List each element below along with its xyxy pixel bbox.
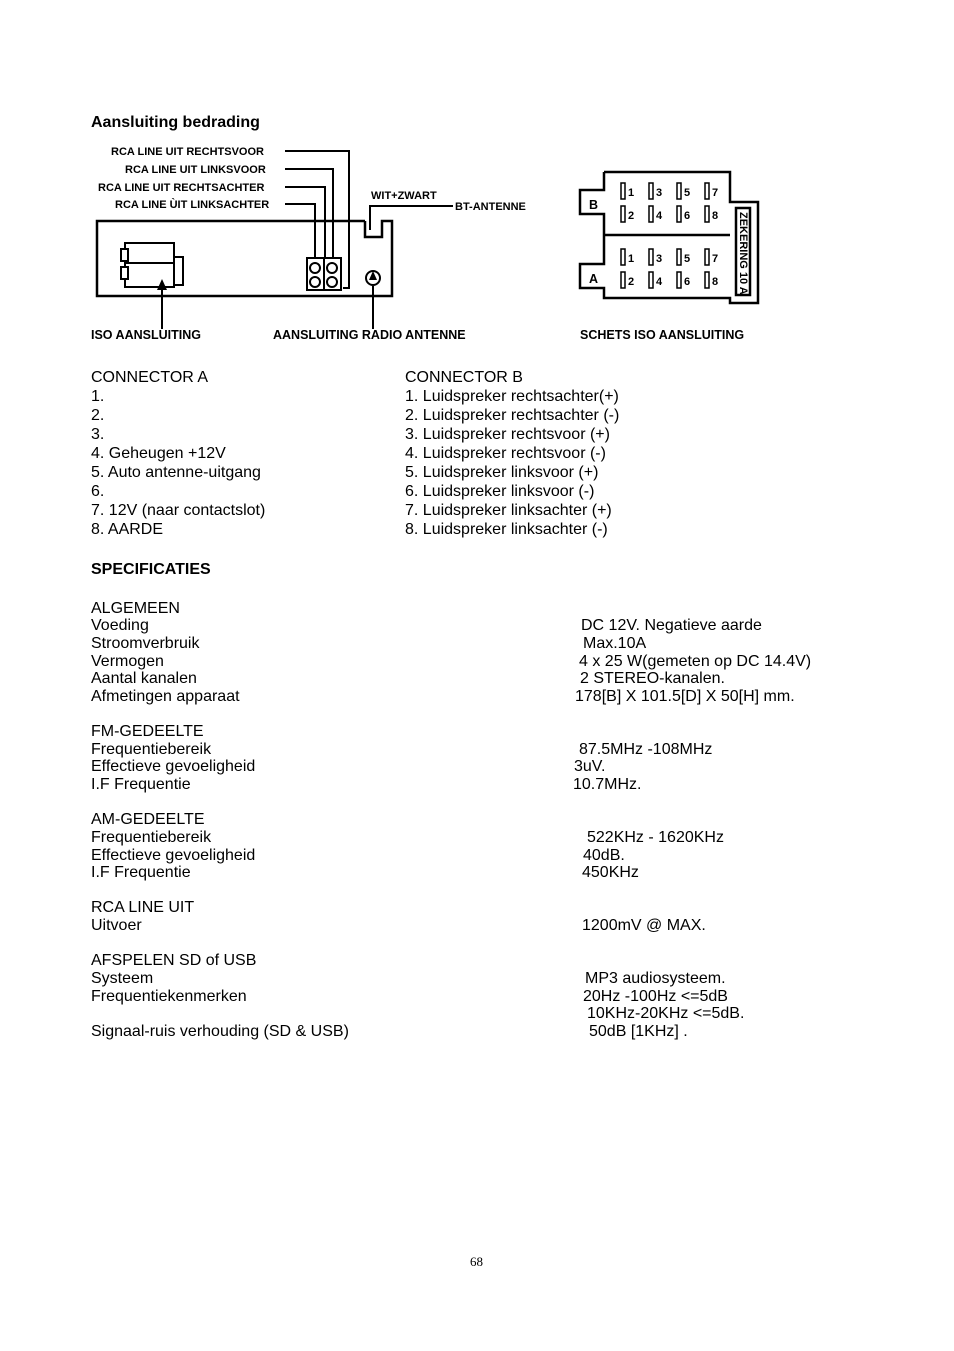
wiring-diagram — [0, 140, 954, 350]
spec-key: I.F Frequentie — [91, 776, 191, 793]
connector-a-item: 7. 12V (naar contactslot) — [91, 502, 266, 519]
spec-key: Signaal-ruis verhouding (SD & USB) — [91, 1023, 349, 1040]
pin-label: 2 — [628, 276, 635, 288]
spec-value: 20Hz -100Hz <=5dB — [583, 988, 728, 1005]
spec-key: Frequentiebereik — [91, 829, 212, 846]
connector-a-title: CONNECTOR A — [91, 369, 209, 386]
pin-label: 8 — [712, 210, 719, 222]
rca-label-linksachter: RCA LINE ÙIT LINKSACHTER — [115, 199, 270, 211]
wit-zwart-label: WIT+ZWART — [371, 190, 437, 202]
spec-key: Afmetingen apparaat — [91, 688, 240, 705]
pin-label: 4 — [656, 210, 663, 222]
spec-row — [91, 988, 891, 1006]
connector-b-title: CONNECTOR B — [405, 369, 523, 386]
spec-key: Systeem — [91, 970, 154, 987]
connector-a-item: 4. Geheugen +12V — [91, 445, 226, 462]
spec-row — [91, 776, 891, 794]
spec-value: 3uV. — [574, 758, 606, 775]
spec-value: 4 x 25 W(gemeten op DC 14.4V) — [579, 653, 812, 670]
connector-a-pins — [621, 249, 718, 288]
connector-a-item: 1. — [91, 388, 105, 405]
spec-key: Effectieve gevoeligheid — [91, 758, 256, 775]
rca-label-linksvoor: RCA LINE UIT LINKSVOOR — [125, 164, 266, 176]
spec-row — [91, 758, 891, 776]
connector-b-item: 5. Luidspreker linksvoor (+) — [405, 464, 599, 481]
connector-b-item: 7. Luidspreker linksachter (+) — [405, 502, 612, 519]
spec-value: 10.7MHz. — [573, 776, 642, 793]
spec-key: Uitvoer — [91, 917, 142, 934]
pin-label: 3 — [656, 187, 663, 199]
pin-label: 1 — [628, 253, 635, 265]
caption-antenna: AANSLUITING RADIO ANTENNE — [273, 328, 466, 342]
spec-row — [91, 617, 891, 635]
connector-b-letter: B — [589, 198, 599, 212]
spec-row — [91, 1023, 891, 1041]
spec-value: 522KHz - 1620KHz — [587, 829, 724, 846]
spec-row — [91, 970, 891, 988]
spec-value: 87.5MHz -108MHz — [579, 741, 713, 758]
pin-label: 7 — [712, 253, 719, 265]
spec-row — [91, 829, 891, 847]
pin-label: 8 — [712, 276, 719, 288]
spec-value: 50dB [1KHz] . — [589, 1023, 688, 1040]
spec-value: MP3 audiosysteem. — [585, 970, 726, 987]
pin-label: 3 — [656, 253, 663, 265]
pin-label: 5 — [684, 253, 691, 265]
spec-row — [91, 688, 891, 706]
spec-heading-sd: AFSPELEN SD of USB — [91, 952, 257, 969]
connector-a-list — [91, 368, 265, 539]
spec-row — [91, 741, 891, 759]
spec-key: Effectieve gevoeligheid — [91, 847, 256, 864]
spec-row — [91, 1005, 891, 1023]
caption-iso: ISO AANSLUITING — [91, 328, 201, 342]
spec-row — [91, 917, 891, 935]
spec-row — [91, 653, 891, 671]
spec-row — [91, 847, 891, 865]
iso-plug — [121, 243, 183, 287]
spec-heading-fm: FM-GEDEELTE — [91, 723, 204, 740]
connector-b-item: 6. Luidspreker linksvoor (-) — [405, 483, 595, 500]
spec-heading-am: AM-GEDEELTE — [91, 811, 205, 828]
pin-label: 6 — [684, 276, 691, 288]
connector-b-item: 8. Luidspreker linksachter (-) — [405, 521, 608, 538]
spec-key: Frequentiekenmerken — [91, 988, 247, 1005]
spec-value: 2 STEREO-kanalen. — [580, 670, 725, 687]
spec-key: Voeding — [91, 617, 149, 634]
pin-label: 4 — [656, 276, 663, 288]
connector-b-item: 2. Luidspreker rechtsachter (-) — [405, 407, 620, 424]
spec-row — [91, 635, 891, 653]
section-title: Aansluiting bedrading — [91, 114, 260, 131]
spec-value: 1200mV @ MAX. — [582, 917, 706, 934]
spec-value: 178[B] X 101.5[D] X 50[H] mm. — [575, 688, 795, 705]
connector-b-item: 3. Luidspreker rechtsvoor (+) — [405, 426, 610, 443]
spec-key: I.F Frequentie — [91, 864, 191, 881]
pin-label: 5 — [684, 187, 691, 199]
connector-b-list — [405, 368, 619, 539]
pin-label: 2 — [628, 210, 635, 222]
spec-heading-rca: RCA LINE UIT — [91, 899, 195, 916]
connector-a-letter: A — [589, 272, 599, 286]
iso-schematic — [580, 172, 758, 303]
spec-value: 40dB. — [583, 847, 625, 864]
connector-a-item: 5. Auto antenne-uitgang — [91, 464, 261, 481]
spec-row — [91, 670, 891, 688]
antenna-socket — [366, 271, 380, 329]
connector-b-item: 4. Luidspreker rechtsvoor (-) — [405, 445, 606, 462]
pin-label: 7 — [712, 187, 719, 199]
pin-label: 6 — [684, 210, 691, 222]
bt-antenne-label: BT-ANTENNE — [455, 201, 526, 213]
spec-value: 450KHz — [582, 864, 639, 881]
rca-label-rechtsachter: RCA LINE UIT RECHTSACHTER — [98, 182, 265, 194]
rca-label-rechtsvoor: RCA LINE UIT RECHTSVOOR — [111, 146, 264, 158]
connector-a-item: 8. AARDE — [91, 521, 164, 538]
spec-row — [91, 864, 891, 882]
connector-a-item: 6. — [91, 483, 105, 500]
spec-key: Stroomverbruik — [91, 635, 200, 652]
connector-a-item: 2. — [91, 407, 105, 424]
connector-a-item: 3. — [91, 426, 105, 443]
pin-label: 1 — [628, 187, 635, 199]
connector-b-pins — [621, 183, 718, 222]
connector-b-item: 1. Luidspreker rechtsachter(+) — [405, 388, 619, 405]
rca-sockets — [307, 258, 341, 290]
fuse-label: ZEKERING 10 A — [737, 212, 749, 295]
specs-title: SPECIFICATIES — [91, 561, 211, 578]
spec-key: Vermogen — [91, 653, 164, 670]
spec-value: Max.10A — [583, 635, 647, 652]
spec-value: DC 12V. Negatieve aarde — [581, 617, 762, 634]
page-number: 68 — [470, 1254, 483, 1269]
spec-value: 10KHz-20KHz <=5dB. — [587, 1005, 745, 1022]
caption-schets: SCHETS ISO AANSLUITING — [580, 328, 745, 342]
spec-key: Aantal kanalen — [91, 670, 197, 687]
spec-key: Frequentiebereik — [91, 741, 212, 758]
spec-heading-algemeen: ALGEMEEN — [91, 600, 180, 617]
